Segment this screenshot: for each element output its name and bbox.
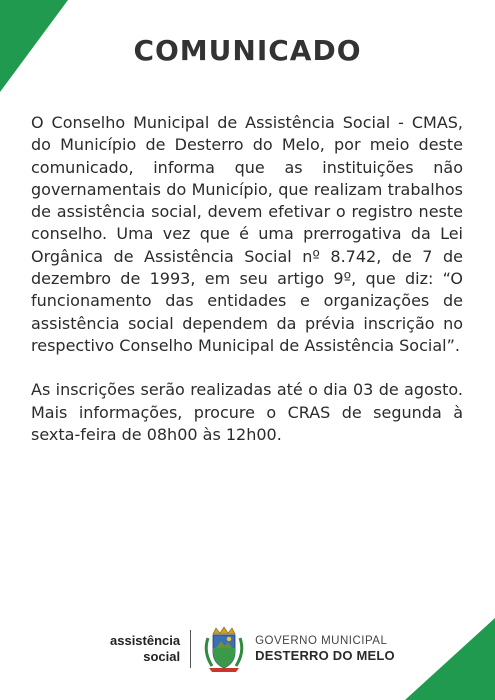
page-title: COMUNICADO bbox=[133, 34, 362, 67]
desterro-do-melo-label: DESTERRO DO MELO bbox=[255, 648, 395, 663]
assistencia-social-logo bbox=[110, 633, 180, 665]
governo-municipal-label: GOVERNO MUNICIPAL bbox=[255, 635, 388, 647]
social-label: social bbox=[143, 649, 181, 664]
governo-municipal-wordmark bbox=[255, 634, 395, 664]
notice-body bbox=[31, 112, 463, 468]
footer-divider bbox=[190, 630, 191, 668]
footer-logos bbox=[110, 624, 395, 674]
notice-paragraph-1: O Conselho Municipal de Assistência Social - CMAS, do Município de Desterro do Melo, por meio deste comunicado, informa que as instituições não governamentais do Município, que realizam trabalhos de assistência social, devem efetivar o registro neste conselho. Uma vez que é uma prerrogativa da Lei Orgânica de Assistência Social nº 8.742, de 7 de dezembro de 1993, em seu artigo 9º, que diz: “O funcionamento das entidades e organizações de assistência social dependem da prévia inscrição no respectivo Conselho Municipal de Assistência Social”. bbox=[31, 113, 463, 355]
assistencia-label: assistência bbox=[110, 633, 181, 648]
bottom-right-green-corner bbox=[405, 618, 495, 700]
municipal-coat-of-arms-icon bbox=[199, 624, 249, 674]
notice-paragraph-2: As inscrições serão realizadas até o dia 03 de agosto. Mais informações, procure o CRAS de segunda à sexta-feira de 08h00 às 12h00. bbox=[31, 380, 463, 444]
